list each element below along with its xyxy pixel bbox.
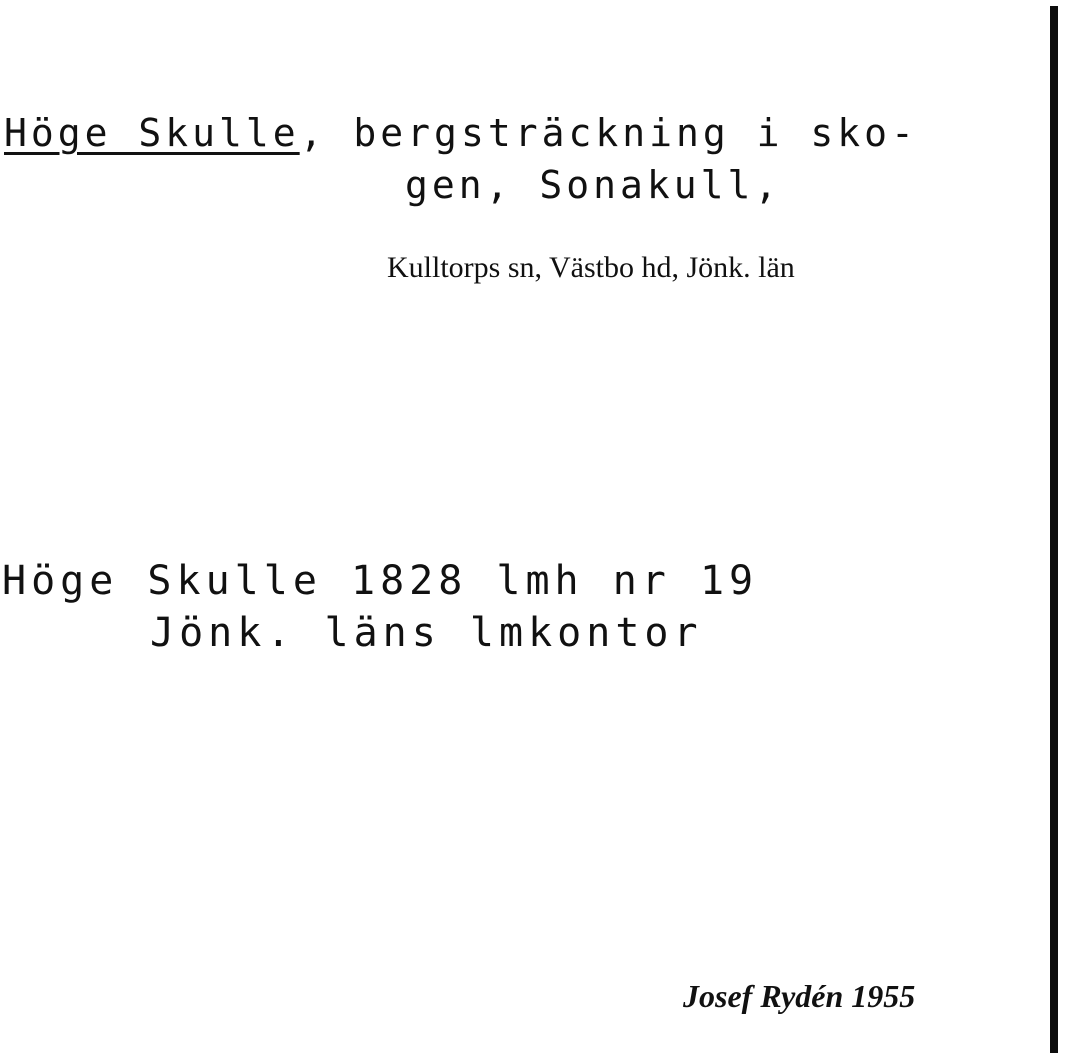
source-line2: Jönk. läns lmkontor: [150, 610, 703, 656]
card-edge-bar: [1050, 6, 1058, 1053]
headword: Höge Skulle: [4, 111, 300, 155]
signature: Josef Rydén 1955: [683, 978, 916, 1014]
entry-description-line1: , bergsträckning i sko-: [299, 111, 918, 155]
entry-location: Kulltorps sn, Västbo hd, Jönk. län: [387, 251, 795, 284]
source-line1: Höge Skulle 1828 lmh nr 19: [2, 558, 759, 604]
entry-description-line2: gen, Sonakull,: [405, 163, 782, 207]
entry-heading-line: [4, 108, 918, 158]
